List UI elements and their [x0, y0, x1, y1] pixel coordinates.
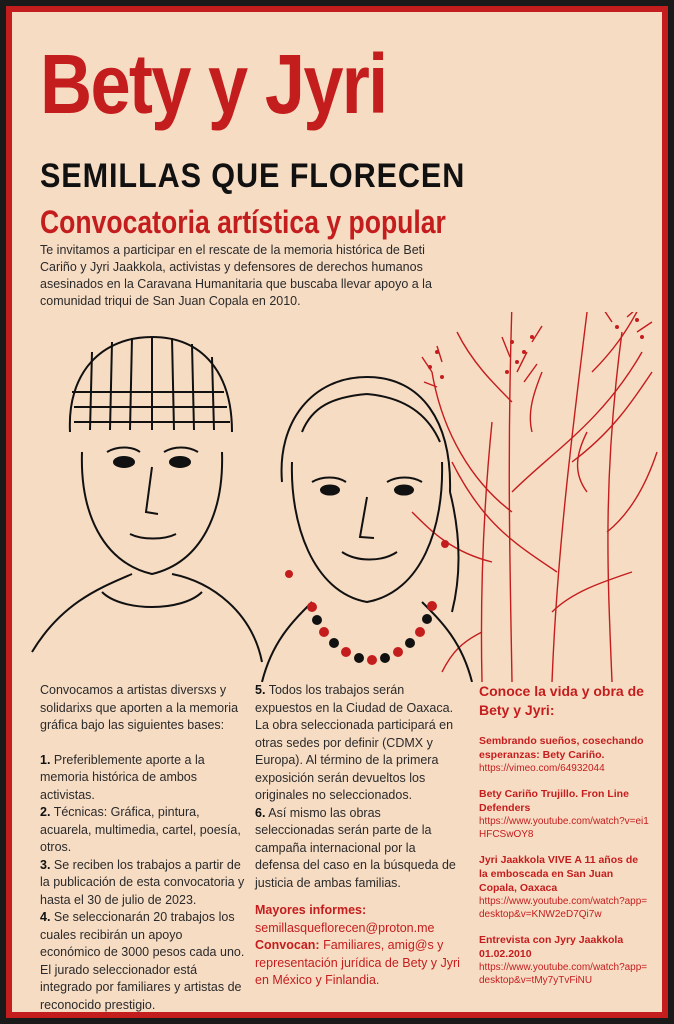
resource-title-4: Entrevista con Jyry Jaakkola 01.02.2010 — [479, 934, 624, 960]
poster-tagline: Convocatoria artística y popular — [40, 204, 446, 240]
bases-column-1 — [40, 682, 245, 1012]
base-item-6: 6. Así mismo las obras seleccionadas serán parte de la campaña internacional por la defensa del caso en la búsqueda de justicia de ambas familias. — [255, 805, 456, 890]
base-item-5: 5. Todos los trabajos serán expuestos en la Ciudad de Oaxaca. La obra seleccionada participará en otras sedes por definir (CDMX y Europa). Al término de la primera exposición serán devueltos los originales no seleccionados. — [255, 683, 454, 802]
portrait-bety — [262, 377, 472, 682]
base-item-2: 2. Técnicas: Gráfica, pintura, acuarela, multimedia, cartel, poesía, otros. — [40, 805, 241, 854]
contact-email[interactable]: semillasqueflorecen@proton.me — [255, 920, 435, 935]
convocan-text: Familiares, amig@s y representación jurídica de Bety y Jyri en México y Finlandia. — [255, 938, 460, 987]
base-item-3: 3. Se reciben los trabajos a partir de la publicación de esta convocatoria y hasta el 30 de julio de 2023. — [40, 857, 245, 907]
resource-title-2: Bety Cariño Trujillo. Fron Line Defenders — [479, 788, 629, 814]
convocan-line — [255, 937, 460, 990]
base-item-1: 1. Preferiblemente aporte a la memoria histórica de ambos activistas. — [40, 752, 205, 802]
bases-lead: Convocamos a artistas diversxs y solidarixs que aporten a la memoria gráfica bajo las siguientes bases: — [40, 683, 239, 732]
resource-title-1: Sembrando sueños, cosechando esperanzas: Bety Cariño. — [479, 735, 644, 761]
bases-column-2 — [255, 682, 460, 990]
necklace — [307, 601, 437, 665]
convocan-label: Convocan: — [255, 938, 320, 952]
resource-link-1[interactable]: https://vimeo.com/64932044 — [479, 763, 605, 774]
resources-column — [479, 682, 649, 999]
poster — [12, 12, 662, 1012]
poster-subtitle: SEMILLAS QUE FLORECEN — [40, 157, 466, 195]
resource-title-3: Jyri Jaakkola VIVE A 11 años de la emboscada en San Juan Copala, Oaxaca — [479, 854, 639, 894]
illustration — [12, 312, 662, 682]
poster-title: Bety y Jyri — [40, 37, 387, 131]
resource-link-2[interactable]: https://www.youtube.com/watch?v=ei1HFCSwOY8 — [479, 816, 649, 840]
resource-link-4[interactable]: https://www.youtube.com/watch?app=desktop&v=tMy7yTvFiNU — [479, 962, 648, 986]
corn-plants-illustration — [412, 312, 657, 682]
portrait-jyri — [32, 337, 262, 662]
resource-link-3[interactable]: https://www.youtube.com/watch?app=desktop&v=KNW2eD7Qi7w — [479, 896, 648, 920]
info-heading: Mayores informes: — [255, 903, 367, 917]
intro-paragraph: Te invitamos a participar en el rescate de la memoria histórica de Beti Cariño y Jyri Jaakkola, activistas y defensores de derechos humanos asesinados en la Caravana Humanitaria que buscaba llevar apoyo a la comunidad triqui de San Juan Copala en 2010. — [40, 243, 432, 308]
base-item-4: 4. Se seleccionarán 20 trabajos los cuales recibirán un apoyo económico de 3000 pesos cada uno. El jurado seleccionador está integrado por familiares y artistas de reconocido prestigio. — [40, 910, 245, 1012]
resources-title: Conoce la vida y obra de Bety y Jyri: — [479, 683, 644, 718]
